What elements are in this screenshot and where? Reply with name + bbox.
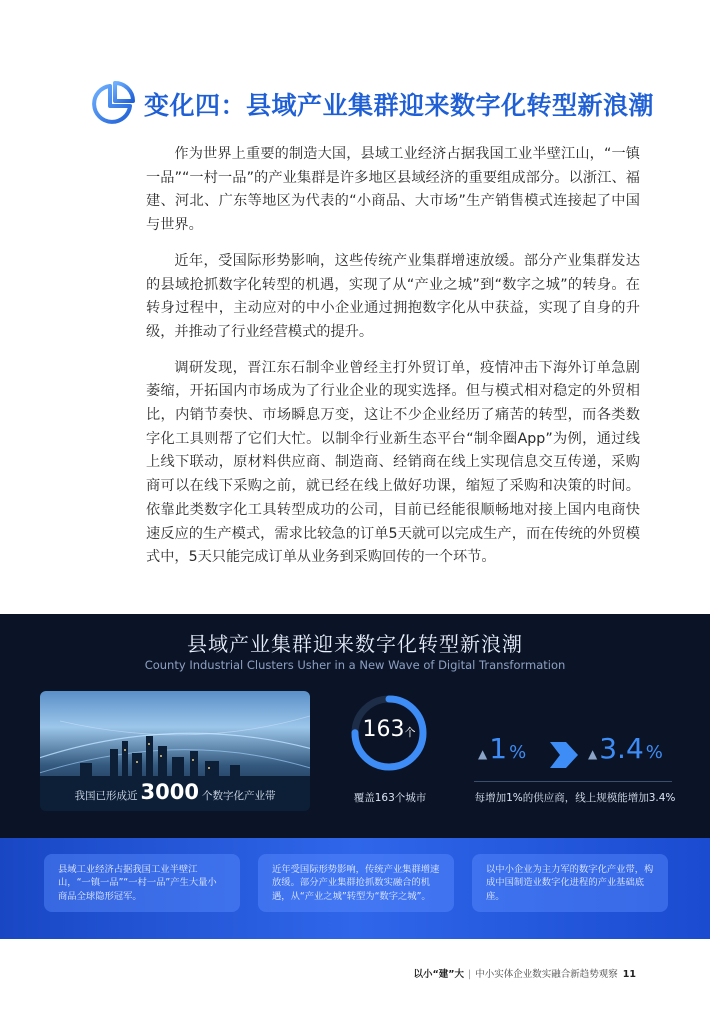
supplier-growth-stat <box>478 732 526 765</box>
paragraph: 近年，受国际形势影响，这些传统产业集群增速放缓。部分产业集群发达的县域抢抓数字化转型的机遇，实现了从“产业之城”到“数字之城”的转身。在转身过程中，主动应对的中小企业通过拥抱数字化从中获益，实现了自身的升级，并推动了行业经营模式的提升。 <box>146 252 640 340</box>
paragraph: 调研发现，晋江东石制伞业曾经主打外贸订单，疫情冲击下海外订单急剧萎缩，开拓国内市场成为了行业企业的现实选择。但与模式相对稳定的外贸相比，内销节奏快、市场瞬息万变，这让不少企业经历了痛苦的转型，而各类数字化工具则帮了它们大忙。以制伞行业新生态平台“制伞圈App”为例，通过线上线下联动，原材料供应商、制造商、经销商在线上实现信息交互传递，采购商可以在线下采购之前，就已经在线上做好功课，缩短了采购和决策的时间。依靠此类数字化工具转型成功的公司，目前已经能很顺畅地对接上国内电商快速反应的生产模式，需求比较急的订单5天就可以完成生产，而在传统的外贸模式中，5天只能完成订单从业务到采购回传的一个环节。 <box>146 359 640 566</box>
summary-card: 近年受国际形势影响，传统产业集群增速放缓。部分产业集群抢抓数实融合的机遇，从“产业之城”转型为“数字之城”。 <box>258 854 454 912</box>
industry-belt-number: 3000 <box>140 780 199 804</box>
summary-card: 以中小企业为主力军的数字化产业带，构成中国制造业数字化进程的产业基础底座。 <box>472 854 668 912</box>
industry-belt-suffix: 个数字化产业带 <box>201 790 276 802</box>
online-scale-stat <box>588 732 663 765</box>
footer-separator: | <box>468 969 472 980</box>
infographic-subtitle: County Industrial Clusters Usher in a New Wave of Digital Transformation <box>144 658 566 672</box>
city-count-caption: 覆盖163个城市 <box>353 792 427 804</box>
page-footer <box>0 966 636 980</box>
section-heading <box>88 74 688 134</box>
paragraph: 作为世界上重要的制造大国，县域工业经济占据我国工业半壁江山，“一镇一品”“一村一品”的产业集群是许多地区县域经济的重要组成部分。以浙江、福建、河北、广东等地区为代表的“小商品、大市场”生产销售模式连接起了中国与世界。 <box>146 146 640 234</box>
online-scale-unit: % <box>645 742 663 763</box>
supplier-growth-value: 1 <box>489 732 508 765</box>
growth-caption: 每增加1%的供应商，线上规模能增加3.4% <box>474 792 676 804</box>
triangle-up-icon: ▲ <box>478 747 488 761</box>
online-scale-value: 3.4 <box>599 732 644 765</box>
section-title: 变化四：县域产业集群迎来数字化转型新浪潮 <box>144 91 655 120</box>
triangle-up-icon: ▲ <box>588 747 598 761</box>
city-count-number: 163 <box>362 717 405 742</box>
industry-belt-caption <box>40 780 310 806</box>
article-body <box>146 143 640 582</box>
pie-chart-icon <box>88 80 136 128</box>
infographic-title: 县域产业集群迎来数字化转型新浪潮 <box>187 632 523 656</box>
infographic-panel <box>0 614 710 939</box>
footer-brand: 以小“建”大 <box>413 969 465 980</box>
supplier-growth-unit: % <box>509 742 527 763</box>
arrow-right-icon <box>546 738 580 772</box>
page-number: 11 <box>622 969 636 980</box>
summary-band <box>0 838 710 939</box>
footer-series: 中小实体企业数实融合新趋势观察 <box>475 969 618 980</box>
summary-card: 县域工业经济占据我国工业半壁江山，“一镇一品”“一村一品”产生大量小商品全球隐形冠军。 <box>44 854 240 912</box>
divider <box>474 781 672 782</box>
industry-belt-prefix: 我国已形成近 <box>74 790 138 802</box>
city-count <box>348 717 430 742</box>
city-count-unit: 个 <box>404 726 416 739</box>
